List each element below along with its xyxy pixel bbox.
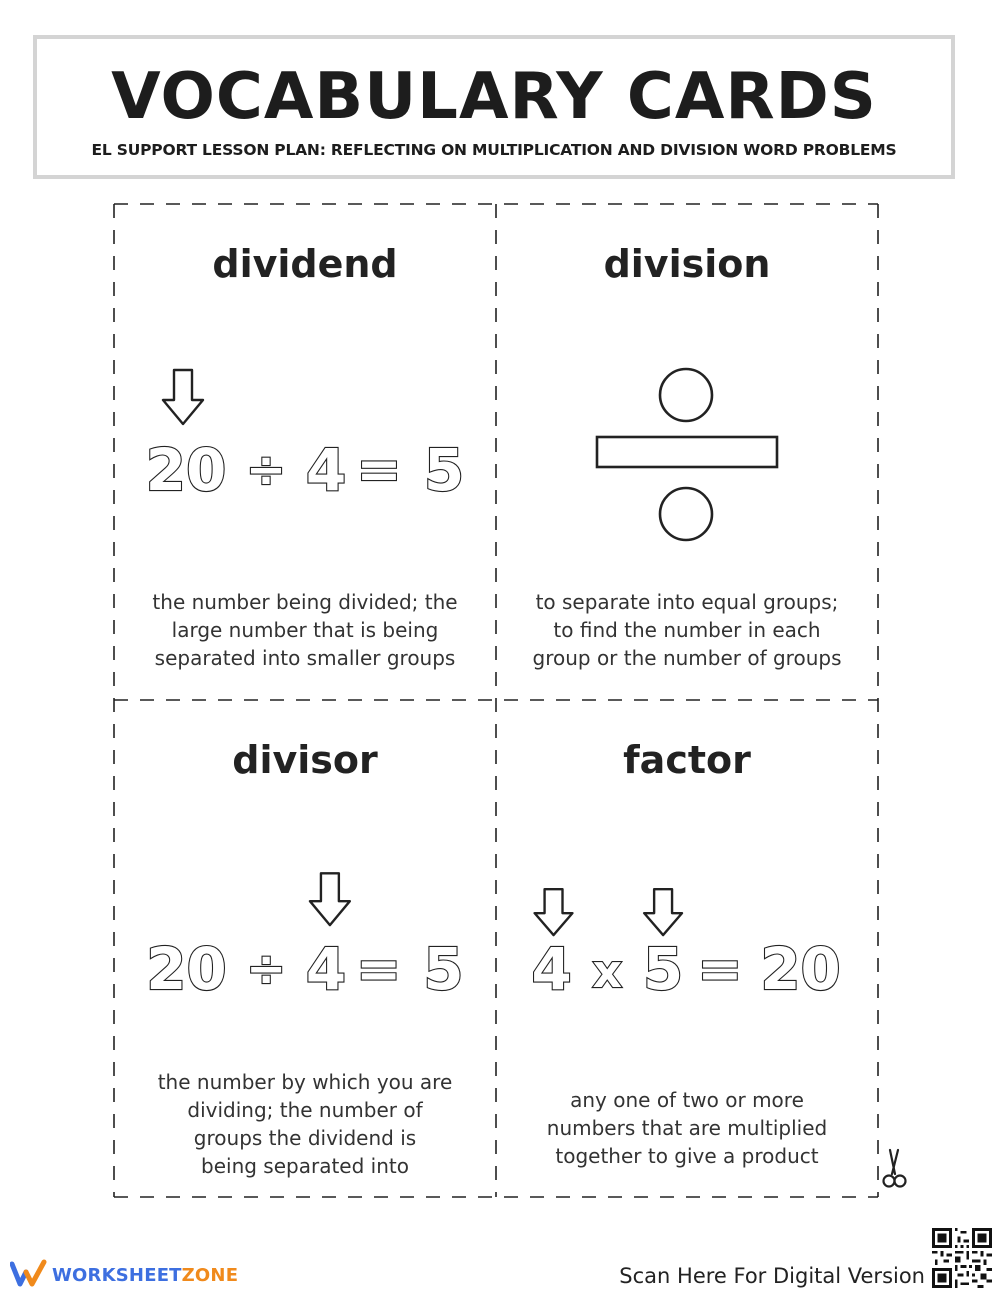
brand-accent-text: ZONE xyxy=(181,1265,239,1286)
definition-line: group or the number of groups xyxy=(532,646,842,670)
card-definition xyxy=(124,588,486,672)
equation-operator: = xyxy=(697,936,743,1000)
definition-line: groups the dividend is xyxy=(193,1126,417,1150)
card-factor xyxy=(496,700,878,1198)
down-arrow-icon xyxy=(535,889,573,935)
equation-operator: = xyxy=(356,936,402,1000)
definition-line: large number that is being xyxy=(171,618,439,642)
card-definition xyxy=(506,588,868,672)
equation-term: 20 xyxy=(760,934,841,1003)
card-word: factor xyxy=(623,738,751,782)
card-word: dividend xyxy=(212,242,398,286)
equation-term: 5 xyxy=(423,436,465,504)
equation-term: 20 xyxy=(145,436,227,504)
card-word: divisor xyxy=(232,738,378,782)
definition-line: to find the number in each xyxy=(553,618,821,642)
equation-term: 20 xyxy=(146,934,227,1003)
definition-line: being separated into xyxy=(201,1154,409,1178)
brand-main-text: WORKSHEET xyxy=(52,1265,182,1286)
down-arrow-icon xyxy=(644,889,682,935)
card-divisor xyxy=(114,700,496,1198)
definition-line: to separate into equal groups; xyxy=(535,590,839,614)
equation-operator: x xyxy=(592,943,623,998)
definition-line: separated into smaller groups xyxy=(154,646,456,670)
equation-operator: ÷ xyxy=(246,941,287,997)
equation-term: 4 xyxy=(305,934,347,1003)
page-title: VOCABULARY CARDS xyxy=(111,60,877,134)
brand-logo-text xyxy=(52,1265,238,1286)
down-arrow-icon xyxy=(163,370,203,424)
equation-operator: = xyxy=(356,438,402,501)
definition-line: numbers that are multiplied xyxy=(546,1116,828,1140)
definition-line: dividing; the number of xyxy=(187,1098,423,1122)
scissors-icon xyxy=(878,1148,910,1192)
equation-term: 4 xyxy=(305,436,347,504)
card-dividend xyxy=(114,204,496,700)
worksheetzone-logo-icon xyxy=(10,1256,50,1292)
card-word: division xyxy=(603,242,771,286)
qr-code-icon[interactable] xyxy=(932,1228,992,1288)
definition-line: any one of two or more xyxy=(570,1088,804,1112)
equation-term: 5 xyxy=(423,934,464,1003)
down-arrow-icon xyxy=(310,873,350,925)
equation-term: 5 xyxy=(643,934,684,1003)
definition-line: the number by which you are xyxy=(157,1070,453,1094)
card-definition xyxy=(124,1068,486,1180)
card-definition xyxy=(506,1086,868,1170)
definition-line: the number being divided; the xyxy=(152,590,458,614)
page-subtitle: EL SUPPORT LESSON PLAN: REFLECTING ON MULTIPLICATION AND DIVISION WORD PROBLEMS xyxy=(91,141,897,159)
equation-term: 4 xyxy=(531,934,572,1003)
card-division xyxy=(496,204,878,700)
scan-prompt: Scan Here For Digital Version xyxy=(619,1264,925,1288)
equation-operator: ÷ xyxy=(245,442,287,498)
definition-line: together to give a product xyxy=(555,1144,819,1168)
